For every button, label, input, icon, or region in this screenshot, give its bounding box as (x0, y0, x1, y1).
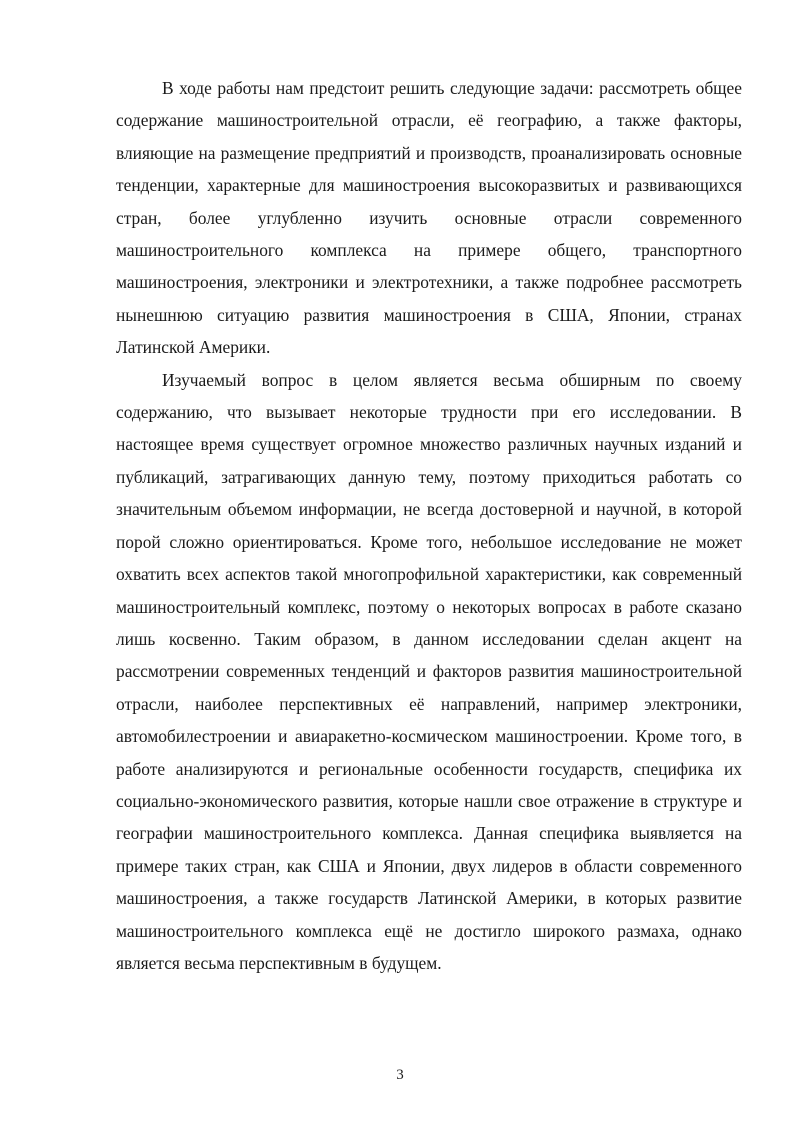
page-number: 3 (396, 1067, 404, 1083)
paragraph-research-scope: Изучаемый вопрос в целом является весьма обширным по своему содержанию, что вызывает некоторые трудности при его исследовании. В настоящее время существует огромное множество различных научных изданий и публикаций, затрагивающих данную тему, поэтому приходиться работать со значительным объемом информации, не всегда достоверной и научной, в которой порой сложно ориентироваться. Кроме того, небольшое исследование не может охватить всех аспектов такой многопрофильной характеристики, как современный машиностроительный комплекс, поэтому о некоторых вопросах в работе сказано лишь косвенно. Таким образом, в данном исследовании сделан акцент на рассмотрении современных тенденций и факторов развития машиностроительной отрасли, наиболее перспективных её направлений, например электроники, автомобилестроении и авиаракетно-космическом машиностроении. Кроме того, в работе анализируются и региональные особенности государств, специфика их социально-экономического развития, которые нашли свое отражение в структуре и географии машиностроительного комплекса. Данная специфика выявляется на примере таких стран, как США и Японии, двух лидеров в области современного машиностроения, а также государств Латинской Америки, в которых развитие машиностроительного комплекса ещё не достигло широкого размаха, однако является весьма перспективным в будущем. (116, 369, 742, 973)
page-body (116, 72, 742, 979)
paragraph-tasks: В ходе работы нам предстоит решить следующие задачи: рассмотреть общее содержание машиностроительной отрасли, её географию, а также факторы, влияющие на размещение предприятий и производств, проанализировать основные тенденции, характерные для машиностроения высокоразвитых и развивающихся стран, более углубленно изучить основные отрасли современного машиностроительного комплекса на примере общего, транспортного машиностроения, электроники и электротехники, а также подробнее рассмотреть нынешнюю ситуацию развития машиностроения в США, Японии, странах Латинской Америки. (116, 78, 742, 358)
